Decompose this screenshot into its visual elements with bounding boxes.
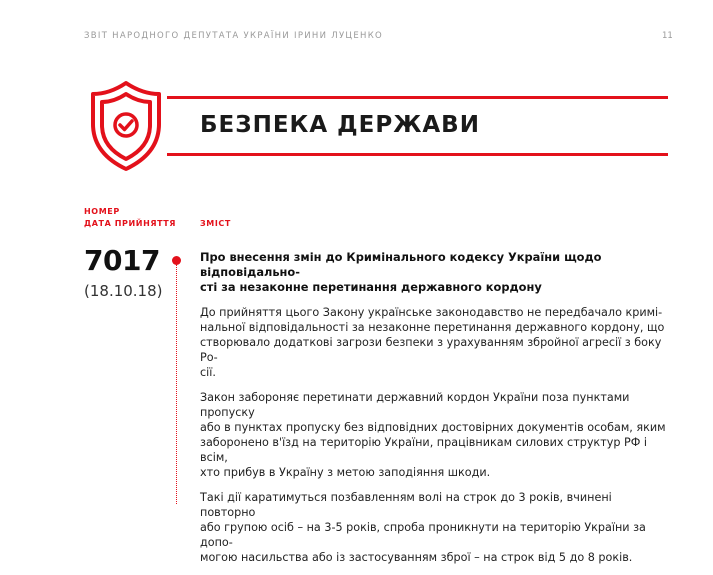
paragraph-line: створювало додаткові загрози безпеки з урахуванням збройної агресії з боку Ро-	[200, 336, 662, 364]
entry-content	[200, 250, 670, 575]
paragraph-line: хто прибув в Україну з метою заподіяння шкоди.	[200, 466, 491, 479]
entry-title-line: сті за незаконне перетинання державного кордону	[200, 280, 542, 294]
paragraph-line: сії.	[200, 366, 216, 379]
paragraph-line: могою насильства або із застосуванням зброї – на строк від 5 до 8 років.	[200, 551, 633, 564]
paragraph-line: Закон забороняє перетинати державний кордон України поза пунктами пропуску	[200, 391, 630, 419]
paragraph-line: заборонено в'їзд на територію України, працівникам силових структур РФ і всім,	[200, 436, 648, 464]
timeline-dot	[172, 256, 181, 265]
bill-date: (18.10.18)	[84, 282, 163, 300]
title-rule-top	[167, 96, 668, 99]
paragraph-line: Такі дії каратимуться позбавленням волі на строк до 3 років, вчинені повторно	[200, 491, 612, 519]
paragraph-line: До прийняття цього Закону українське законодавство не передбачало кримі-	[200, 306, 663, 319]
entry-title-line: Про внесення змін до Кримінального кодексу України щодо відповідально-	[200, 250, 602, 279]
paragraph-line: або в пунктах пропуску без відповідних достовірних документів особам, яким	[200, 421, 666, 434]
running-header: ЗВІТ НАРОДНОГО ДЕПУТАТА УКРАЇНИ ІРИНИ ЛУЦЕНКО	[84, 31, 384, 41]
section-title: БЕЗПЕКА ДЕРЖАВИ	[200, 112, 480, 138]
bill-number: 7017	[84, 244, 160, 277]
column-label-date: ДАТА ПРИЙНЯТТЯ	[84, 219, 177, 228]
title-rule-bottom	[167, 153, 668, 156]
column-label-number: НОМЕР	[84, 207, 120, 216]
page-number: 11	[662, 31, 673, 41]
timeline-line	[176, 260, 177, 504]
column-label-content: ЗМІСТ	[200, 219, 231, 228]
paragraph	[200, 490, 670, 565]
paragraph	[200, 305, 670, 380]
paragraph	[200, 390, 670, 480]
paragraph-line: нальної відповідальності за незаконне перетинання державного кордону, що	[200, 321, 665, 334]
entry-title	[200, 250, 670, 295]
shield-check-icon	[90, 80, 162, 172]
paragraph-line: або групою осіб – на 3-5 років, спроба проникнути на територію України за допо-	[200, 521, 646, 549]
